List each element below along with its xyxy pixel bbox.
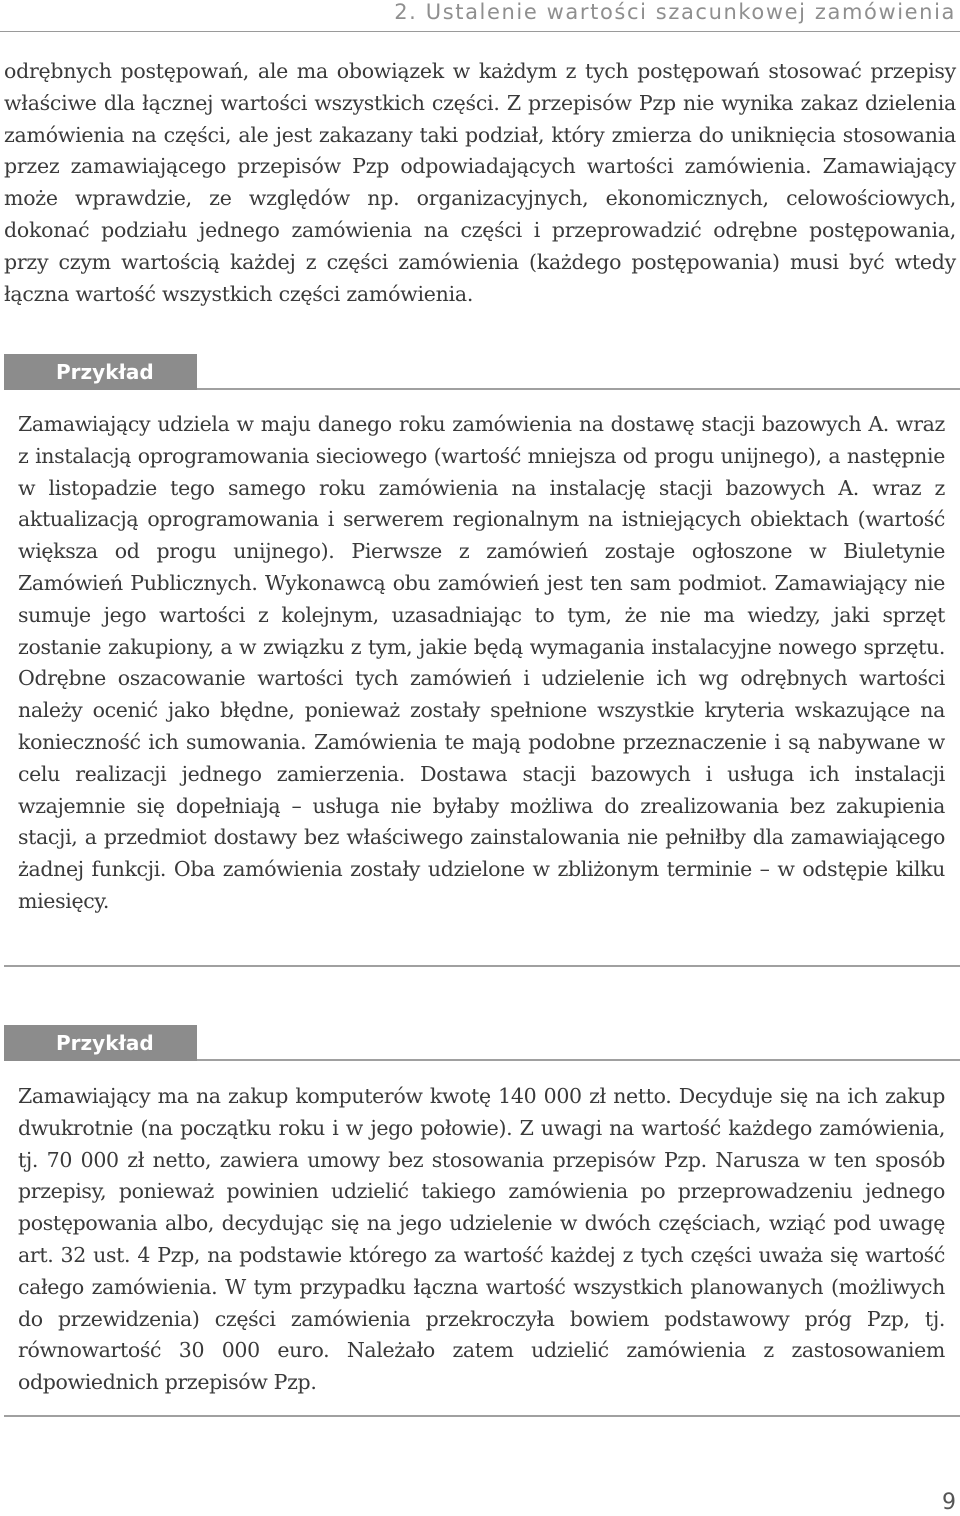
header-rule — [0, 31, 960, 32]
example-1-top-rule — [197, 388, 960, 390]
intro-paragraph: odrębnych postępowań, ale ma obowiązek w każdym z tych postępowań stosować przepisy właściwe dla łącznej wartości wszystkich części. Z przepisów Pzp nie wynika zakaz dzielenia zamówienia na części, ale jest zakazany taki podział, który zmierza do uniknięcia stosowania przez zamawiającego przepisów Pzp odpowiadających wartości zamówienia. Zamawiający może wprawdzie, ze względów np. organizacyjnych, ekonomicznych, celowościowych, dokonać podziału jednego zamówienia na części i przeprowadzić odrębne postępowania, przy czym wartością każdej z części zamówienia (każdego postępowania) musi być wtedy łączna wartość wszystkich części zamówienia. — [4, 59, 956, 306]
example-label-2: Przykład — [4, 1025, 197, 1061]
example-2-text: Zamawiający ma na zakup komputerów kwotę 140 000 zł netto. Decyduje się na ich zakup dwukrotnie (na początku roku i w jego połowie). Z uwagi na wartość każdego zamówienia, tj. 70 000 zł netto, zawiera umowy bez stosowania przepisów Pzp. Narusza w ten sposób przepisy, ponieważ powinien udzielić takiego zamówienia po przeprowadzeniu jednego postępowania albo, decydując się na jego udzielenie w dwóch częściach, wziąć pod uwagę art. 32 ust. 4 Pzp, na podstawie którego za wartość każdej z tych części uważa się wartość całego zamówienia. W tym przypadku łączna wartość wszystkich planowanych (możliwych do przewidzenia) części zamówienia przekroczyła bowiem podstawowy próg Pzp, tj. równowartość 30 000 euro. Należało zatem udzielić zamówienia z zastosowaniem odpowiednich przepisów Pzp. — [18, 1084, 945, 1395]
page-number: 9 — [942, 1490, 956, 1515]
running-head: 2. Ustalenie wartości szacunkowej zamówienia — [394, 0, 956, 24]
example-1-text: Zamawiający udziela w maju danego roku zamówienia na dostawę stacji bazowych A. wraz z instalacją oprogramowania sieciowego (wartość mniejsza od progu unijnego), a następnie w listopadzie tego samego roku zamówienia na instalację stacji bazowych A. wraz z aktualizacją oprogramowania i serwerem regionalnym na istniejących obiektach (wartość większa od progu unijnego). Pierwsze z zamówień zostaje ogłoszone w Biuletynie Zamówień Publicznych. Wykonawcą obu zamówień jest ten sam podmiot. Zamawiający nie sumuje jego wartości z kolejnym, uzasadniając to tym, że nie ma wiedzy, jaki sprzęt zostanie zakupiony, a w związku z tym, jakie będą wymagania instalacyjne nowego sprzętu. Odrębne oszacowanie wartości tych zamówień i udzielenie ich wg odrębnych wartości należy ocenić jako błędne, ponieważ zostały spełnione wszystkie kryteria wskazujące na konieczność ich sumowania. Zamówienia te mają podobne przeznaczenie i są nabywane w celu realizacji jednego zamierzenia. Dostawa stacji bazowych i usługa ich instalacji wzajemnie się dopełniają – usługa nie byłaby możliwa do zrealizowania bez zakupienia stacji, a przedmiot dostawy bez właściwego zainstalowania nie pełniłby dla zamawiającego żadnej funkcji. Oba zamówienia zostały udzielone w zbliżonym terminie – w odstępie kilku miesięcy. — [18, 412, 945, 913]
example-1-bottom-rule — [4, 965, 960, 967]
example-2-top-rule — [197, 1059, 960, 1061]
example-2-bottom-rule — [4, 1415, 960, 1417]
example-label-1: Przykład — [4, 354, 197, 390]
